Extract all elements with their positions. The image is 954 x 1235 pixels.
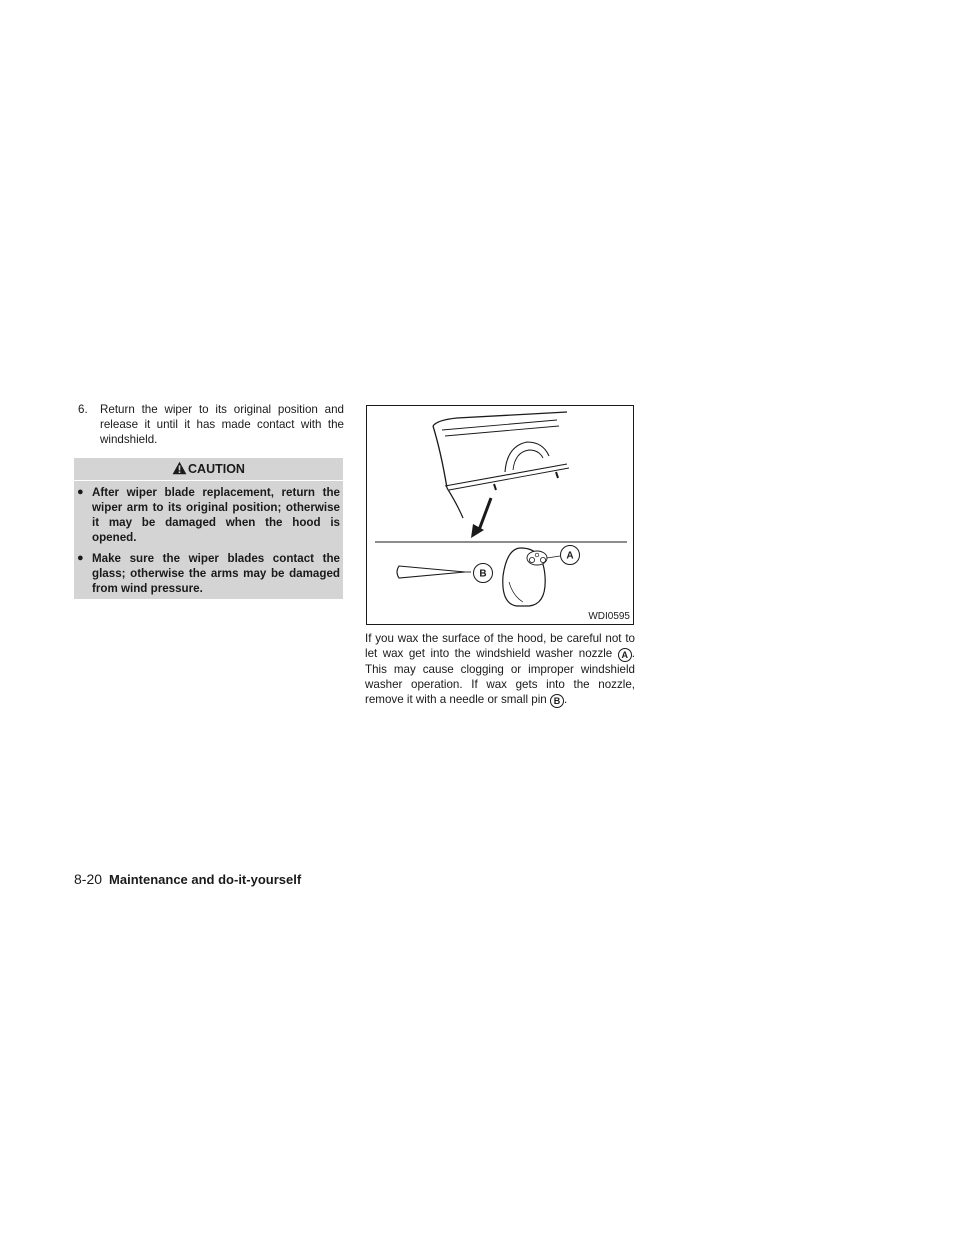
caution-item <box>74 551 343 596</box>
page-footer <box>74 871 301 888</box>
caution-item-text: Make sure the wiper blades contact the glass; otherwise the arms may be damaged from wind pressure. <box>92 552 340 595</box>
caution-item <box>74 485 343 545</box>
wax-warning-paragraph <box>365 631 635 708</box>
callout-b: B <box>479 568 487 580</box>
callout-b-inline: B <box>550 694 564 708</box>
callout-a: A <box>566 550 574 562</box>
caution-item-text: After wiper blade replacement, return the wiper arm to its original position; otherwise it may be damaged when the hood is opened. <box>92 486 340 544</box>
bullet-icon: ● <box>77 552 84 564</box>
caution-title: CAUTION <box>188 462 245 476</box>
warning-triangle-icon <box>172 461 187 475</box>
step-number: 6. <box>78 403 88 416</box>
figure-code: WDI0595 <box>588 611 630 622</box>
paragraph-text: If you wax the surface of the hood, be careful not to let wax get into the windshield washer nozzle <box>365 632 635 660</box>
caution-list <box>74 485 343 602</box>
step-6 <box>78 402 344 447</box>
paragraph-text: . <box>563 693 568 706</box>
callout-a-inline: A <box>618 648 632 662</box>
caution-box <box>74 458 343 599</box>
bullet-icon: ● <box>77 486 84 498</box>
caution-header <box>74 458 343 481</box>
section-title: Maintenance and do-it-yourself <box>109 872 302 887</box>
paragraph-text: . This may cause clogging or improper windshield washer operation. If wax gets into the nozzle, remove it with a needle or small pin <box>365 647 635 706</box>
page-number: 8-20 <box>74 871 103 887</box>
washer-nozzle-illustration <box>367 406 633 624</box>
step-text: Return the wiper to its original position and release it until it has made contact with the windshield. <box>100 403 344 446</box>
washer-nozzle-figure <box>366 405 634 625</box>
